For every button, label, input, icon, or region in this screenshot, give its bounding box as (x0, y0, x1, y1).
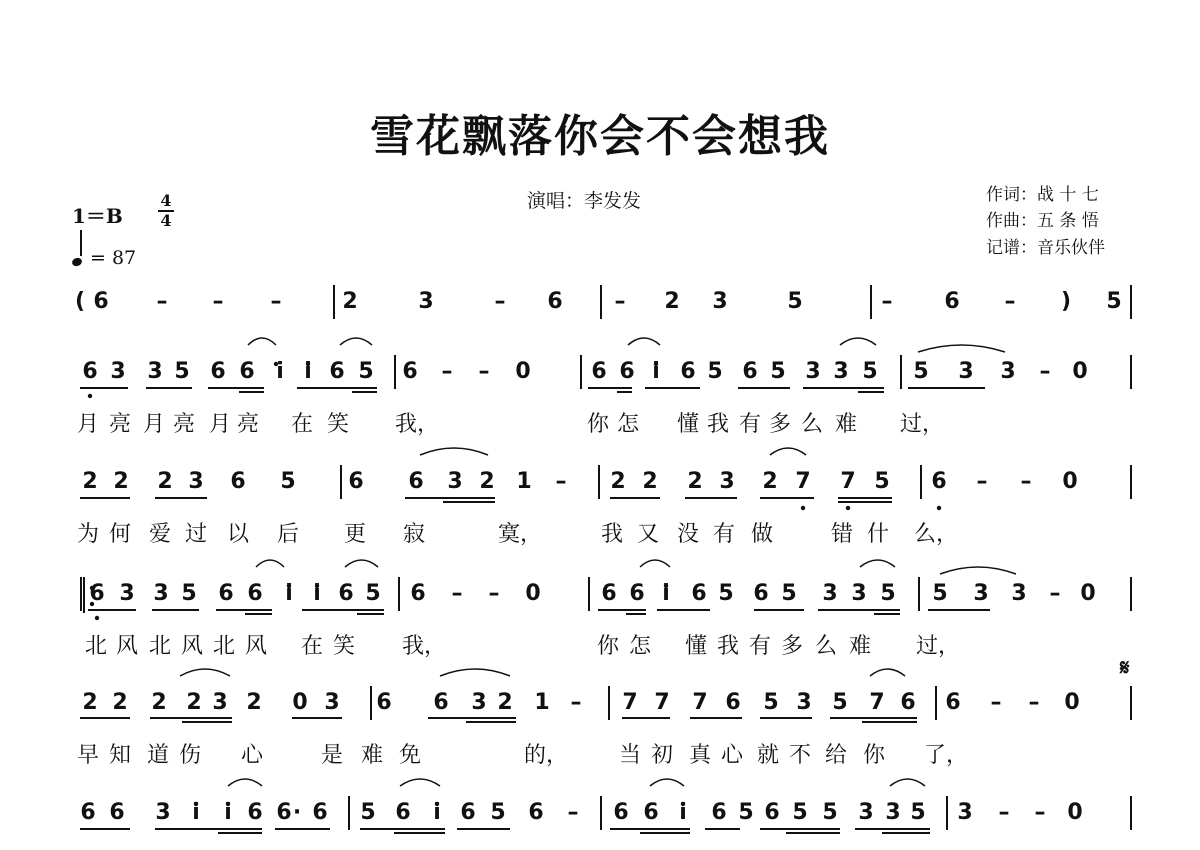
note: 7 (869, 690, 885, 715)
note: – (212, 289, 224, 314)
note: 5 (832, 690, 848, 715)
note: 5 (792, 800, 808, 825)
lyric-syllable: 我 (706, 412, 730, 437)
note: – (614, 289, 626, 314)
lyric-syllable: 寞， (497, 522, 543, 547)
note: 6 (230, 469, 246, 494)
singer-credit: 演唱：李发发 (527, 190, 642, 212)
note: 6 (348, 469, 364, 494)
note: 6 (680, 359, 696, 384)
bar-line (935, 686, 937, 720)
note: 5 (913, 359, 929, 384)
note: 6 (601, 581, 617, 606)
lyric-syllable: 就 (756, 743, 780, 768)
bar-line (340, 465, 342, 499)
note: 3 (851, 581, 867, 606)
note: 2 (642, 469, 658, 494)
lyric-syllable: 月 (208, 412, 232, 437)
bar-line (608, 686, 610, 720)
bar-line (918, 577, 920, 611)
note: 2 (186, 690, 202, 715)
note: 3 (957, 800, 973, 825)
note: – (1028, 690, 1040, 715)
slur (628, 338, 660, 345)
lyric-syllable: 笑 (332, 634, 356, 659)
note: i (285, 581, 293, 606)
lyric-syllable: 不 (788, 743, 812, 768)
bar-line (600, 285, 602, 319)
note: 7 (622, 690, 638, 715)
note: 0 (1067, 800, 1083, 825)
note: 6 (82, 359, 98, 384)
note: 5 (718, 581, 734, 606)
note: 6 (643, 800, 659, 825)
note: 6 (764, 800, 780, 825)
lyric-syllable: 亮 (236, 412, 260, 437)
note: 3 (147, 359, 163, 384)
note: 6 (312, 800, 328, 825)
note: 3 (1011, 581, 1027, 606)
note: – (881, 289, 893, 314)
note: 2 (479, 469, 495, 494)
lyric-syllable: 当 (618, 743, 642, 768)
lyric-syllable: 我 (716, 634, 740, 659)
note: 0 (1080, 581, 1096, 606)
note: 5 (822, 800, 838, 825)
note: 5 (910, 800, 926, 825)
note: 3 (712, 289, 728, 314)
bar-line (1130, 285, 1132, 319)
note: 3 (447, 469, 463, 494)
lyric-syllable: 风 (115, 634, 139, 659)
lyric-syllable: 多 (768, 412, 792, 437)
lyric-syllable: 在 (300, 634, 324, 659)
note: 6 (395, 800, 411, 825)
note: 2 (157, 469, 173, 494)
lyric-syllable: 伤 (178, 743, 202, 768)
note: 6 (711, 800, 727, 825)
bar-line (598, 465, 600, 499)
lyric-syllable: 亮 (108, 412, 132, 437)
note: 6 (945, 690, 961, 715)
note: 3 (1000, 359, 1016, 384)
note: 1 (534, 690, 550, 715)
lyric-syllable: 的， (523, 743, 569, 768)
lyric-syllable: 多 (780, 634, 804, 659)
lyric-syllable: 更 (343, 522, 367, 547)
note: 5 (1106, 289, 1122, 314)
note: 1 (516, 469, 532, 494)
note: ( (74, 289, 86, 314)
lyric-syllable: 难 (360, 743, 384, 768)
note: 6 (931, 469, 947, 494)
lyric-syllable: 做 (750, 522, 774, 547)
lyric-syllable: 风 (180, 634, 204, 659)
slur (890, 779, 925, 786)
lyric-syllable: 什 (866, 522, 890, 547)
lyric-syllable: 难 (848, 634, 872, 659)
low-octave-dot (88, 394, 92, 398)
note: – (1020, 469, 1032, 494)
lyric-syllable: 你 (862, 743, 886, 768)
low-octave-dot (95, 616, 99, 620)
bar-line (1130, 465, 1132, 499)
lyric-syllable: 早 (76, 743, 100, 768)
lyric-syllable: 是 (320, 743, 344, 768)
lyric-syllable: 有 (738, 412, 762, 437)
note: 0 (525, 581, 541, 606)
lyric-syllable: 为 (76, 522, 100, 547)
note: 3 (719, 469, 735, 494)
lyric-syllable: 你 (596, 634, 620, 659)
note: i (652, 359, 660, 384)
slur (345, 560, 378, 567)
note: 6 (89, 581, 105, 606)
lyric-syllable: 懂 (676, 412, 700, 437)
slur (440, 669, 510, 676)
slur (770, 448, 806, 455)
note: – (270, 289, 282, 314)
note: 2 (664, 289, 680, 314)
note: 5 (763, 690, 779, 715)
note: 5 (174, 359, 190, 384)
note: 0 (1064, 690, 1080, 715)
note: 6 (460, 800, 476, 825)
note: 3 (805, 359, 821, 384)
note: 5 (787, 289, 803, 314)
note: – (555, 469, 567, 494)
note: – (1034, 800, 1046, 825)
note: 5 (738, 800, 754, 825)
note: 5 (770, 359, 786, 384)
note: i (433, 800, 441, 825)
note: 6 (753, 581, 769, 606)
bar-line (1130, 355, 1132, 389)
slur (400, 779, 440, 786)
note: 3 (212, 690, 228, 715)
lyric-syllable: 我， (394, 412, 440, 437)
note: 3 (324, 690, 340, 715)
bar-line (394, 355, 396, 389)
lyric-syllable: 北 (148, 634, 172, 659)
lyric-syllable: 道 (146, 743, 170, 768)
slur (256, 560, 284, 567)
bar-line (1130, 577, 1132, 611)
note: 6 (109, 800, 125, 825)
lyric-syllable: 风 (244, 634, 268, 659)
note: ) (1060, 289, 1072, 314)
note: 3 (155, 800, 171, 825)
lyric-syllable: 何 (108, 522, 132, 547)
lyric-syllable: 有 (712, 522, 736, 547)
note: 0 (515, 359, 531, 384)
note: 5 (880, 581, 896, 606)
lyric-syllable: 么 (814, 634, 838, 659)
lyricist-credit: 作词：战 十 七 (986, 185, 1099, 205)
note: 2 (82, 469, 98, 494)
note: 2 (342, 289, 358, 314)
note: i (679, 800, 687, 825)
bar-line (80, 577, 82, 611)
bar-line (870, 285, 872, 319)
note: 6 (547, 289, 563, 314)
note: 6 (276, 800, 292, 825)
note: 5 (874, 469, 890, 494)
note: i (192, 800, 200, 825)
lyric-syllable: 初 (650, 743, 674, 768)
slur (228, 779, 262, 786)
note: 3 (958, 359, 974, 384)
note: 5 (490, 800, 506, 825)
note: 3 (796, 690, 812, 715)
slur (180, 669, 230, 676)
note: 0 (1062, 469, 1078, 494)
lyric-syllable: 难 (834, 412, 858, 437)
bar-line (600, 796, 602, 830)
bar-line (588, 577, 590, 611)
low-octave-dot (937, 506, 941, 510)
bar-line (1130, 796, 1132, 830)
note: 3 (110, 359, 126, 384)
bar-line (580, 355, 582, 389)
note: 2 (610, 469, 626, 494)
note: 0 (1072, 359, 1088, 384)
lyric-syllable: 你 (586, 412, 610, 437)
note: – (1004, 289, 1016, 314)
note: 3 (418, 289, 434, 314)
note: 6 (591, 359, 607, 384)
lyric-syllable: 懂 (684, 634, 708, 659)
note: 6 (944, 289, 960, 314)
lyric-syllable: 我 (600, 522, 624, 547)
note: 5 (280, 469, 296, 494)
slur (860, 560, 895, 567)
note: 2 (82, 690, 98, 715)
note: 5 (360, 800, 376, 825)
note: i (304, 359, 312, 384)
note: 6 (410, 581, 426, 606)
note: – (567, 800, 579, 825)
lyric-syllable: 么， (913, 522, 959, 547)
note: 0 (292, 690, 308, 715)
slur (918, 345, 1005, 352)
lyric-syllable: 真 (688, 743, 712, 768)
lyric-syllable: 北 (84, 634, 108, 659)
note: 3 (822, 581, 838, 606)
lyric-syllable: 爱 (148, 522, 172, 547)
note: – (488, 581, 500, 606)
tempo-value: = 87 (90, 247, 137, 269)
lyric-syllable: 么 (800, 412, 824, 437)
note: 6 (376, 690, 392, 715)
bar-line (1130, 686, 1132, 720)
note: 7 (840, 469, 856, 494)
note: 3 (471, 690, 487, 715)
lyric-syllable: 心 (720, 743, 744, 768)
note: 5 (932, 581, 948, 606)
bar-line (398, 577, 400, 611)
low-octave-dot (846, 506, 850, 510)
note: 2 (246, 690, 262, 715)
lyric-syllable: 免 (398, 743, 422, 768)
note: – (156, 289, 168, 314)
note: 3 (153, 581, 169, 606)
note: 6 (218, 581, 234, 606)
note: – (494, 289, 506, 314)
bar-line (946, 796, 948, 830)
note: 5 (862, 359, 878, 384)
note: i (224, 800, 232, 825)
note: 3 (858, 800, 874, 825)
note: 6 (93, 289, 109, 314)
note: 6 (239, 359, 255, 384)
low-octave-dot (801, 506, 805, 510)
note: 7 (654, 690, 670, 715)
bar-line (348, 796, 350, 830)
note: 3 (188, 469, 204, 494)
note: 6 (528, 800, 544, 825)
lyric-syllable: 亮 (172, 412, 196, 437)
note: 5 (181, 581, 197, 606)
note: 3 (833, 359, 849, 384)
lyric-syllable: 月 (76, 412, 100, 437)
note: 6 (247, 581, 263, 606)
lyric-syllable: 过， (899, 412, 945, 437)
note: 6 (900, 690, 916, 715)
note: 5 (707, 359, 723, 384)
lyric-syllable: 后 (276, 522, 300, 547)
slur (650, 779, 684, 786)
segno-icon: 𝄋 (1120, 656, 1130, 681)
note: – (570, 690, 582, 715)
slur (248, 338, 276, 345)
note: 3 (119, 581, 135, 606)
note: · (292, 800, 302, 825)
slur (640, 560, 670, 567)
note: – (478, 359, 490, 384)
slur (840, 338, 876, 345)
lyric-syllable: 寂 (402, 522, 426, 547)
note: 2 (112, 690, 128, 715)
note: 6 (619, 359, 635, 384)
note: 2 (687, 469, 703, 494)
note: 2 (113, 469, 129, 494)
note: 3 (973, 581, 989, 606)
slur (420, 448, 488, 455)
time-signature-bottom: 4 (160, 211, 172, 230)
note: 2 (762, 469, 778, 494)
lyric-syllable: 给 (824, 743, 848, 768)
lyric-syllable: 知 (108, 743, 132, 768)
lyric-syllable: 我， (401, 634, 447, 659)
lyric-syllable: 心 (240, 743, 264, 768)
time-signature-top: 4 (160, 191, 172, 210)
note: 2 (497, 690, 513, 715)
note: 6 (402, 359, 418, 384)
note: 6 (329, 359, 345, 384)
note: i (662, 581, 670, 606)
note: 5 (781, 581, 797, 606)
lyric-syllable: 以 (226, 522, 250, 547)
lyric-syllable: 又 (636, 522, 660, 547)
bar-line (900, 355, 902, 389)
slur (340, 338, 372, 345)
slur (940, 567, 1016, 574)
transcriber-credit: 记谱：音乐伙伴 (986, 238, 1105, 258)
note: – (998, 800, 1010, 825)
composer-credit: 作曲：五 条 悟 (986, 211, 1099, 231)
lyric-syllable: 过 (184, 522, 208, 547)
lyric-syllable: 过， (915, 634, 961, 659)
note: 6 (338, 581, 354, 606)
lyric-syllable: 怎 (616, 412, 640, 437)
lyric-syllable: 错 (830, 522, 854, 547)
lyric-syllable: 有 (748, 634, 772, 659)
note: i (313, 581, 321, 606)
note: 6 (408, 469, 424, 494)
lyric-syllable: 北 (212, 634, 236, 659)
note: 5 (365, 581, 381, 606)
note: – (441, 359, 453, 384)
note: – (990, 690, 1002, 715)
lyric-syllable: 没 (676, 522, 700, 547)
lyric-syllable: 在 (290, 412, 314, 437)
lyric-syllable: 笑 (326, 412, 350, 437)
note: 5 (358, 359, 374, 384)
note: 7 (795, 469, 811, 494)
note: 6 (80, 800, 96, 825)
lyric-syllable: 月 (142, 412, 166, 437)
note: 6 (742, 359, 758, 384)
bar-line (370, 686, 372, 720)
note: i (276, 359, 284, 384)
note: 6 (433, 690, 449, 715)
note: 6 (613, 800, 629, 825)
key-signature: 1＝B (72, 204, 123, 228)
lyric-syllable: 了， (923, 743, 969, 768)
note: – (451, 581, 463, 606)
note: – (1049, 581, 1061, 606)
note: – (1039, 359, 1051, 384)
bar-line (333, 285, 335, 319)
note: 6 (691, 581, 707, 606)
slur (870, 669, 905, 676)
note: 3 (885, 800, 901, 825)
bar-line (920, 465, 922, 499)
note: 2 (151, 690, 167, 715)
note: 6 (725, 690, 741, 715)
note: 6 (247, 800, 263, 825)
lyric-syllable: 怎 (628, 634, 652, 659)
page-title: 雪花飘落你会不会想我 (370, 111, 830, 162)
note: 7 (692, 690, 708, 715)
note: – (976, 469, 988, 494)
note: 6 (629, 581, 645, 606)
note: 6 (210, 359, 226, 384)
